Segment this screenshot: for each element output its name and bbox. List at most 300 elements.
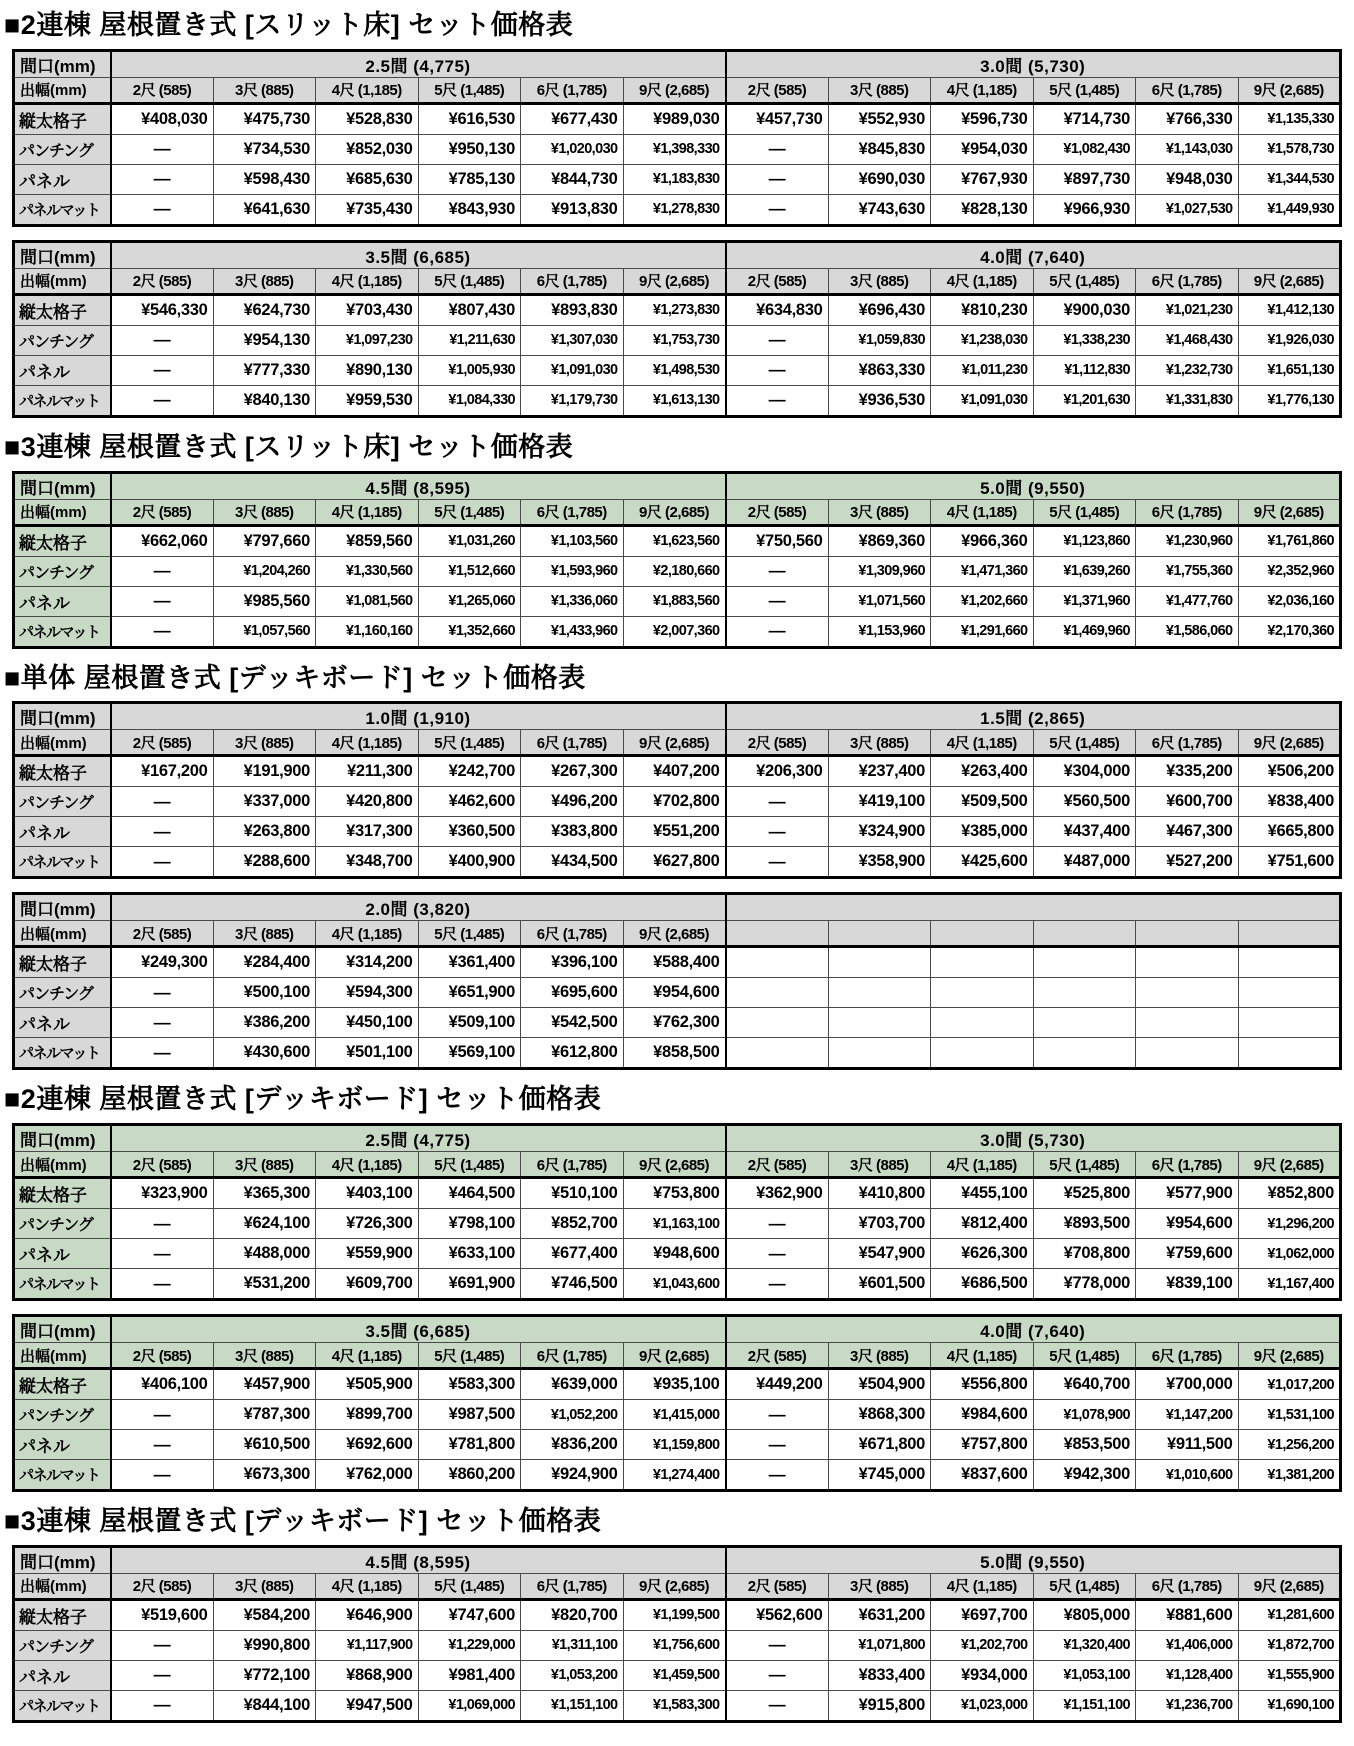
maguchi-label: 間口(mm) (14, 472, 111, 499)
depth-header (1136, 921, 1239, 947)
price-cell: ¥746,500 (521, 1269, 624, 1300)
price-cell: ― (111, 164, 214, 194)
maguchi-span-header: 4.5間 (8,595) (111, 1546, 726, 1573)
depth-header: 6尺 (1,785) (1136, 1152, 1239, 1178)
maguchi-span-header: 2.0間 (3,820) (111, 894, 726, 921)
depth-header: 5尺 (1,485) (1033, 268, 1136, 294)
price-cell: ¥1,336,060 (521, 586, 624, 616)
price-cell: ¥893,830 (521, 294, 624, 325)
price-cell: ¥1,179,730 (521, 385, 624, 416)
price-cell: ― (726, 1400, 829, 1430)
price-cell: ¥1,531,100 (1238, 1400, 1341, 1430)
price-cell: ― (111, 586, 214, 616)
depth-header: 2尺 (585) (726, 499, 829, 525)
price-cell: ¥1,593,960 (521, 556, 624, 586)
price-cell: ¥1,082,430 (1033, 134, 1136, 164)
price-cell: ¥1,381,200 (1238, 1460, 1341, 1491)
price-cell: ¥695,600 (521, 978, 624, 1008)
maguchi-span-header (726, 894, 1341, 921)
price-cell: ¥1,512,660 (418, 556, 521, 586)
depth-header: 6尺 (1,785) (521, 1152, 624, 1178)
price-cell: ¥206,300 (726, 756, 829, 787)
price-cell: ¥966,360 (931, 525, 1034, 556)
price-cell: ― (726, 1430, 829, 1460)
price-cell: ¥1,344,530 (1238, 164, 1341, 194)
price-cell (1033, 947, 1136, 978)
price-cell: ¥1,023,000 (931, 1690, 1034, 1721)
price-cell: ¥820,700 (521, 1599, 624, 1630)
price-cell: ¥551,200 (623, 817, 726, 847)
price-cell: ¥509,100 (418, 1008, 521, 1038)
price-table (12, 701, 1342, 879)
price-cell: ¥1,278,830 (623, 194, 726, 225)
price-cell: ¥450,100 (316, 1008, 419, 1038)
price-cell: ¥506,200 (1238, 756, 1341, 787)
price-cell: ¥959,530 (316, 385, 419, 416)
price-cell (1033, 1008, 1136, 1038)
row-label: パネルマット (14, 1460, 111, 1491)
price-cell: ¥1,005,930 (418, 355, 521, 385)
maguchi-span-header: 2.5間 (4,775) (111, 1125, 726, 1152)
row-label: パンチング (14, 1400, 111, 1430)
price-cell: ¥843,930 (418, 194, 521, 225)
price-cell: ¥396,100 (521, 947, 624, 978)
depth-header: 4尺 (1,185) (931, 268, 1034, 294)
price-cell: ¥462,600 (418, 787, 521, 817)
price-cell: ¥467,300 (1136, 817, 1239, 847)
price-cell: ¥594,300 (316, 978, 419, 1008)
section-title: ■3連棟 屋根置き式 [スリット床] セット価格表 (4, 431, 574, 462)
price-cell: ¥702,800 (623, 787, 726, 817)
depth-header: 4尺 (1,185) (316, 1573, 419, 1599)
price-cell: ¥631,200 (828, 1599, 931, 1630)
row-label: パネル (14, 586, 111, 616)
price-table (12, 1123, 1342, 1301)
price-cell: ¥1,330,560 (316, 556, 419, 586)
price-cell: ¥772,100 (213, 1660, 316, 1690)
row-label: 縦太格子 (14, 1599, 111, 1630)
price-cell: ¥1,052,200 (521, 1400, 624, 1430)
price-cell: ¥703,700 (828, 1209, 931, 1239)
price-cell: ¥641,630 (213, 194, 316, 225)
depth-header: 3尺 (885) (213, 1573, 316, 1599)
depth-header: 9尺 (2,685) (623, 1343, 726, 1369)
maguchi-label: 間口(mm) (14, 241, 111, 268)
depth-header: 3尺 (885) (213, 921, 316, 947)
price-cell: ¥913,830 (521, 194, 624, 225)
price-cell: ¥1,415,000 (623, 1400, 726, 1430)
price-cell: ― (111, 355, 214, 385)
price-cell: ¥1,091,030 (931, 385, 1034, 416)
price-cell: ¥488,000 (213, 1239, 316, 1269)
debaba-label: 出幅(mm) (14, 1343, 111, 1369)
price-cell: ¥556,800 (931, 1369, 1034, 1400)
price-cell: ¥314,200 (316, 947, 419, 978)
price-cell: ― (726, 355, 829, 385)
price-cell: ¥911,500 (1136, 1430, 1239, 1460)
price-cell: ¥714,730 (1033, 103, 1136, 134)
price-cell: ¥1,352,660 (418, 616, 521, 647)
price-cell: ¥383,800 (521, 817, 624, 847)
price-cell: ― (111, 787, 214, 817)
price-cell: ¥562,600 (726, 1599, 829, 1630)
price-cell: ¥762,000 (316, 1460, 419, 1491)
price-cell: ¥323,900 (111, 1178, 214, 1209)
price-cell: ― (726, 1460, 829, 1491)
price-table (12, 892, 1342, 1070)
debaba-label: 出幅(mm) (14, 268, 111, 294)
section-title: ■単体 屋根置き式 [デッキボード] セット価格表 (4, 662, 586, 693)
depth-header: 3尺 (885) (828, 730, 931, 756)
price-cell: ¥1,097,230 (316, 325, 419, 355)
depth-header: 9尺 (2,685) (623, 1573, 726, 1599)
depth-header: 2尺 (585) (111, 77, 214, 103)
price-table (12, 49, 1342, 227)
price-cell: ― (111, 1690, 214, 1721)
row-label: パンチング (14, 1630, 111, 1660)
price-cell: ¥1,071,560 (828, 586, 931, 616)
depth-header: 4尺 (1,185) (316, 1343, 419, 1369)
depth-header: 5尺 (1,485) (418, 268, 521, 294)
price-cell: ¥528,830 (316, 103, 419, 134)
price-cell: ¥612,800 (521, 1038, 624, 1069)
price-cell: ¥840,130 (213, 385, 316, 416)
depth-header: 4尺 (1,185) (931, 1573, 1034, 1599)
price-cell: ¥546,330 (111, 294, 214, 325)
price-cell: ¥697,700 (931, 1599, 1034, 1630)
depth-header: 6尺 (1,785) (521, 921, 624, 947)
price-cell: ― (111, 978, 214, 1008)
price-cell: ¥1,311,100 (521, 1630, 624, 1660)
price-cell: ¥519,600 (111, 1599, 214, 1630)
price-cell: ¥990,800 (213, 1630, 316, 1660)
price-cell: ¥868,300 (828, 1400, 931, 1430)
price-cell: ― (726, 194, 829, 225)
price-cell: ¥1,459,500 (623, 1660, 726, 1690)
price-cell: ¥1,753,730 (623, 325, 726, 355)
price-cell: ¥362,900 (726, 1178, 829, 1209)
depth-header: 9尺 (2,685) (623, 1152, 726, 1178)
depth-header: 3尺 (885) (213, 1152, 316, 1178)
price-cell: ¥1,229,000 (418, 1630, 521, 1660)
price-cell: ¥673,300 (213, 1460, 316, 1491)
price-cell: ¥690,030 (828, 164, 931, 194)
price-cell: ¥2,170,360 (1238, 616, 1341, 647)
price-cell: ¥839,100 (1136, 1269, 1239, 1300)
depth-header: 6尺 (1,785) (1136, 499, 1239, 525)
price-cell: ¥757,800 (931, 1430, 1034, 1460)
price-cell: ¥361,400 (418, 947, 521, 978)
price-cell: ¥263,800 (213, 817, 316, 847)
depth-header: 9尺 (2,685) (1238, 77, 1341, 103)
price-cell: ¥1,151,100 (1033, 1690, 1136, 1721)
price-cell (726, 1038, 829, 1069)
depth-header: 9尺 (2,685) (623, 730, 726, 756)
price-cell: ¥525,800 (1033, 1178, 1136, 1209)
price-cell: ¥437,400 (1033, 817, 1136, 847)
price-cell: ¥1,059,830 (828, 325, 931, 355)
maguchi-span-header: 3.0間 (5,730) (726, 1125, 1341, 1152)
debaba-label: 出幅(mm) (14, 1152, 111, 1178)
price-cell (1136, 947, 1239, 978)
depth-header: 4尺 (1,185) (931, 77, 1034, 103)
price-cell: ¥954,600 (1136, 1209, 1239, 1239)
depth-header: 4尺 (1,185) (316, 1152, 419, 1178)
price-cell: ¥691,900 (418, 1269, 521, 1300)
depth-header: 3尺 (885) (213, 730, 316, 756)
price-cell: ― (111, 616, 214, 647)
row-label: 縦太格子 (14, 756, 111, 787)
price-cell: ¥805,000 (1033, 1599, 1136, 1630)
price-cell (931, 1038, 1034, 1069)
maguchi-span-header: 4.0間 (7,640) (726, 1316, 1341, 1343)
depth-header (931, 921, 1034, 947)
price-cell: ¥798,100 (418, 1209, 521, 1239)
price-cell: ― (111, 134, 214, 164)
price-cell: ¥726,300 (316, 1209, 419, 1239)
depth-header: 4尺 (1,185) (316, 268, 419, 294)
row-label: パネルマット (14, 847, 111, 878)
price-cell: ― (726, 1630, 829, 1660)
price-cell: ¥651,900 (418, 978, 521, 1008)
price-cell: ¥1,469,960 (1033, 616, 1136, 647)
price-cell: ¥1,281,600 (1238, 1599, 1341, 1630)
price-cell (1136, 1008, 1239, 1038)
price-cell: ¥900,030 (1033, 294, 1136, 325)
price-cell: ¥1,756,600 (623, 1630, 726, 1660)
price-cell (726, 1008, 829, 1038)
price-cell: ― (111, 1460, 214, 1491)
price-cell: ¥267,300 (521, 756, 624, 787)
price-cell: ¥1,309,960 (828, 556, 931, 586)
debaba-label: 出幅(mm) (14, 499, 111, 525)
price-cell: ¥457,730 (726, 103, 829, 134)
price-cell: ¥1,872,700 (1238, 1630, 1341, 1660)
price-cell: ¥639,000 (521, 1369, 624, 1400)
depth-header: 2尺 (585) (726, 1343, 829, 1369)
price-cell: ¥934,000 (931, 1660, 1034, 1690)
price-cell: ¥1,412,130 (1238, 294, 1341, 325)
depth-header: 6尺 (1,785) (521, 499, 624, 525)
price-cell: ¥1,151,100 (521, 1690, 624, 1721)
price-cell: ― (111, 1008, 214, 1038)
price-table (12, 1545, 1342, 1723)
price-cell: ¥324,900 (828, 817, 931, 847)
price-cell: ¥787,300 (213, 1400, 316, 1430)
price-table (12, 1314, 1342, 1492)
depth-header: 3尺 (885) (213, 77, 316, 103)
price-cell: ¥386,200 (213, 1008, 316, 1038)
maguchi-label: 間口(mm) (14, 1125, 111, 1152)
price-cell: ¥1,017,200 (1238, 1369, 1341, 1400)
price-cell: ¥552,930 (828, 103, 931, 134)
depth-header: 4尺 (1,185) (931, 499, 1034, 525)
price-cell: ¥500,100 (213, 978, 316, 1008)
price-cell: ¥1,338,230 (1033, 325, 1136, 355)
price-cell: ¥759,600 (1136, 1239, 1239, 1269)
price-cell: ― (726, 616, 829, 647)
maguchi-span-header: 5.0間 (9,550) (726, 1546, 1341, 1573)
price-cell: ¥797,660 (213, 525, 316, 556)
section-title: ■2連棟 屋根置き式 [スリット床] セット価格表 (4, 10, 574, 40)
price-cell: ¥785,130 (418, 164, 521, 194)
price-cell: ¥860,200 (418, 1460, 521, 1491)
depth-header: 9尺 (2,685) (1238, 268, 1341, 294)
price-cell: ¥634,830 (726, 294, 829, 325)
price-cell (1033, 978, 1136, 1008)
price-cell: ¥501,100 (316, 1038, 419, 1069)
price-cell: ¥966,930 (1033, 194, 1136, 225)
row-label: パネルマット (14, 194, 111, 225)
price-cell: ¥1,776,130 (1238, 385, 1341, 416)
price-cell: ― (111, 817, 214, 847)
price-cell: ¥646,900 (316, 1599, 419, 1630)
price-cell: ― (726, 847, 829, 878)
depth-header: 4尺 (1,185) (931, 730, 1034, 756)
price-cell: ¥2,036,160 (1238, 586, 1341, 616)
depth-header (1238, 921, 1341, 947)
price-cell: ¥410,800 (828, 1178, 931, 1209)
price-cell: ¥425,600 (931, 847, 1034, 878)
price-cell: ¥781,800 (418, 1430, 521, 1460)
row-label: パネルマット (14, 385, 111, 416)
depth-header: 4尺 (1,185) (931, 1152, 1034, 1178)
depth-header: 9尺 (2,685) (623, 77, 726, 103)
depth-header: 2尺 (585) (726, 268, 829, 294)
price-cell: ¥288,600 (213, 847, 316, 878)
price-cell (931, 1008, 1034, 1038)
price-cell: ― (726, 1660, 829, 1690)
price-cell: ¥1,153,960 (828, 616, 931, 647)
price-cell: ― (726, 385, 829, 416)
row-label: パネル (14, 817, 111, 847)
price-cell: ¥403,100 (316, 1178, 419, 1209)
row-label: 縦太格子 (14, 1369, 111, 1400)
price-cell: ¥734,530 (213, 134, 316, 164)
price-cell: ¥1,057,560 (213, 616, 316, 647)
price-cell: ¥777,330 (213, 355, 316, 385)
depth-header: 5尺 (1,485) (418, 1573, 521, 1599)
depth-header (1033, 921, 1136, 947)
price-cell: ― (726, 1690, 829, 1721)
maguchi-span-header: 3.5間 (6,685) (111, 241, 726, 268)
price-cell: ¥868,900 (316, 1660, 419, 1690)
price-cell: ― (726, 787, 829, 817)
price-cell: ¥1,043,600 (623, 1269, 726, 1300)
price-cell: ¥1,147,200 (1136, 1400, 1239, 1430)
price-cell: ¥167,200 (111, 756, 214, 787)
price-cell: ― (111, 556, 214, 586)
price-cell: ― (726, 325, 829, 355)
price-cell: ― (111, 194, 214, 225)
price-cell: ¥569,100 (418, 1038, 521, 1069)
price-cell: ¥662,060 (111, 525, 214, 556)
price-table (12, 240, 1342, 418)
price-cell: ¥420,800 (316, 787, 419, 817)
price-cell: ¥560,500 (1033, 787, 1136, 817)
depth-header: 9尺 (2,685) (623, 921, 726, 947)
price-cell: ¥1,926,030 (1238, 325, 1341, 355)
depth-header: 9尺 (2,685) (1238, 730, 1341, 756)
depth-header: 5尺 (1,485) (418, 499, 521, 525)
price-cell: ¥686,500 (931, 1269, 1034, 1300)
price-cell: ¥627,800 (623, 847, 726, 878)
price-cell: ¥935,100 (623, 1369, 726, 1400)
price-cell: ¥542,500 (521, 1008, 624, 1038)
price-cell: ― (726, 556, 829, 586)
price-cell: ¥284,400 (213, 947, 316, 978)
price-cell (828, 1008, 931, 1038)
price-cell: ¥419,100 (828, 787, 931, 817)
depth-header: 5尺 (1,485) (418, 77, 521, 103)
price-cell: ― (726, 134, 829, 164)
price-cell: ¥191,900 (213, 756, 316, 787)
row-label: パネル (14, 1660, 111, 1690)
price-cell: ¥897,730 (1033, 164, 1136, 194)
depth-header: 3尺 (885) (213, 499, 316, 525)
price-cell: ¥531,200 (213, 1269, 316, 1300)
price-cell: ¥1,053,100 (1033, 1660, 1136, 1690)
price-cell: ¥948,030 (1136, 164, 1239, 194)
depth-header: 2尺 (585) (726, 1573, 829, 1599)
price-cell: ¥1,230,960 (1136, 525, 1239, 556)
maguchi-span-header: 5.0間 (9,550) (726, 472, 1341, 499)
price-cell: ¥211,300 (316, 756, 419, 787)
price-cell: ¥337,000 (213, 787, 316, 817)
price-cell: ¥852,800 (1238, 1178, 1341, 1209)
price-cell: ¥1,103,560 (521, 525, 624, 556)
price-cell: ¥1,091,030 (521, 355, 624, 385)
price-cell: ¥358,900 (828, 847, 931, 878)
price-cell: ¥844,730 (521, 164, 624, 194)
price-cell: ¥496,200 (521, 787, 624, 817)
price-cell: ¥360,500 (418, 817, 521, 847)
price-cell: ¥624,730 (213, 294, 316, 325)
price-cell: ¥1,477,760 (1136, 586, 1239, 616)
depth-header: 2尺 (585) (726, 77, 829, 103)
price-cell: ¥852,030 (316, 134, 419, 164)
price-cell: ¥547,900 (828, 1239, 931, 1269)
price-cell: ― (111, 385, 214, 416)
row-label: パンチング (14, 134, 111, 164)
depth-header: 3尺 (885) (828, 1152, 931, 1178)
price-cell: ¥1,883,560 (623, 586, 726, 616)
price-cell: ¥677,430 (521, 103, 624, 134)
price-cell (828, 1038, 931, 1069)
depth-header: 2尺 (585) (111, 1343, 214, 1369)
row-label: パンチング (14, 787, 111, 817)
price-cell (931, 978, 1034, 1008)
maguchi-label: 間口(mm) (14, 703, 111, 730)
price-cell (828, 978, 931, 1008)
price-cell: ¥981,400 (418, 1660, 521, 1690)
maguchi-label: 間口(mm) (14, 1316, 111, 1343)
price-cell: ¥1,433,960 (521, 616, 624, 647)
price-cell: ¥1,199,500 (623, 1599, 726, 1630)
price-cell: ¥598,430 (213, 164, 316, 194)
debaba-label: 出幅(mm) (14, 1573, 111, 1599)
price-cell: ― (726, 1239, 829, 1269)
price-cell: ¥2,180,660 (623, 556, 726, 586)
depth-header: 9尺 (2,685) (1238, 1573, 1341, 1599)
price-cell: ¥762,300 (623, 1008, 726, 1038)
row-label: パネル (14, 164, 111, 194)
price-cell: ¥505,900 (316, 1369, 419, 1400)
price-cell: ¥1,555,900 (1238, 1660, 1341, 1690)
maguchi-span-header: 3.5間 (6,685) (111, 1316, 726, 1343)
price-cell: ¥1,031,260 (418, 525, 521, 556)
price-cell: ¥692,600 (316, 1430, 419, 1460)
